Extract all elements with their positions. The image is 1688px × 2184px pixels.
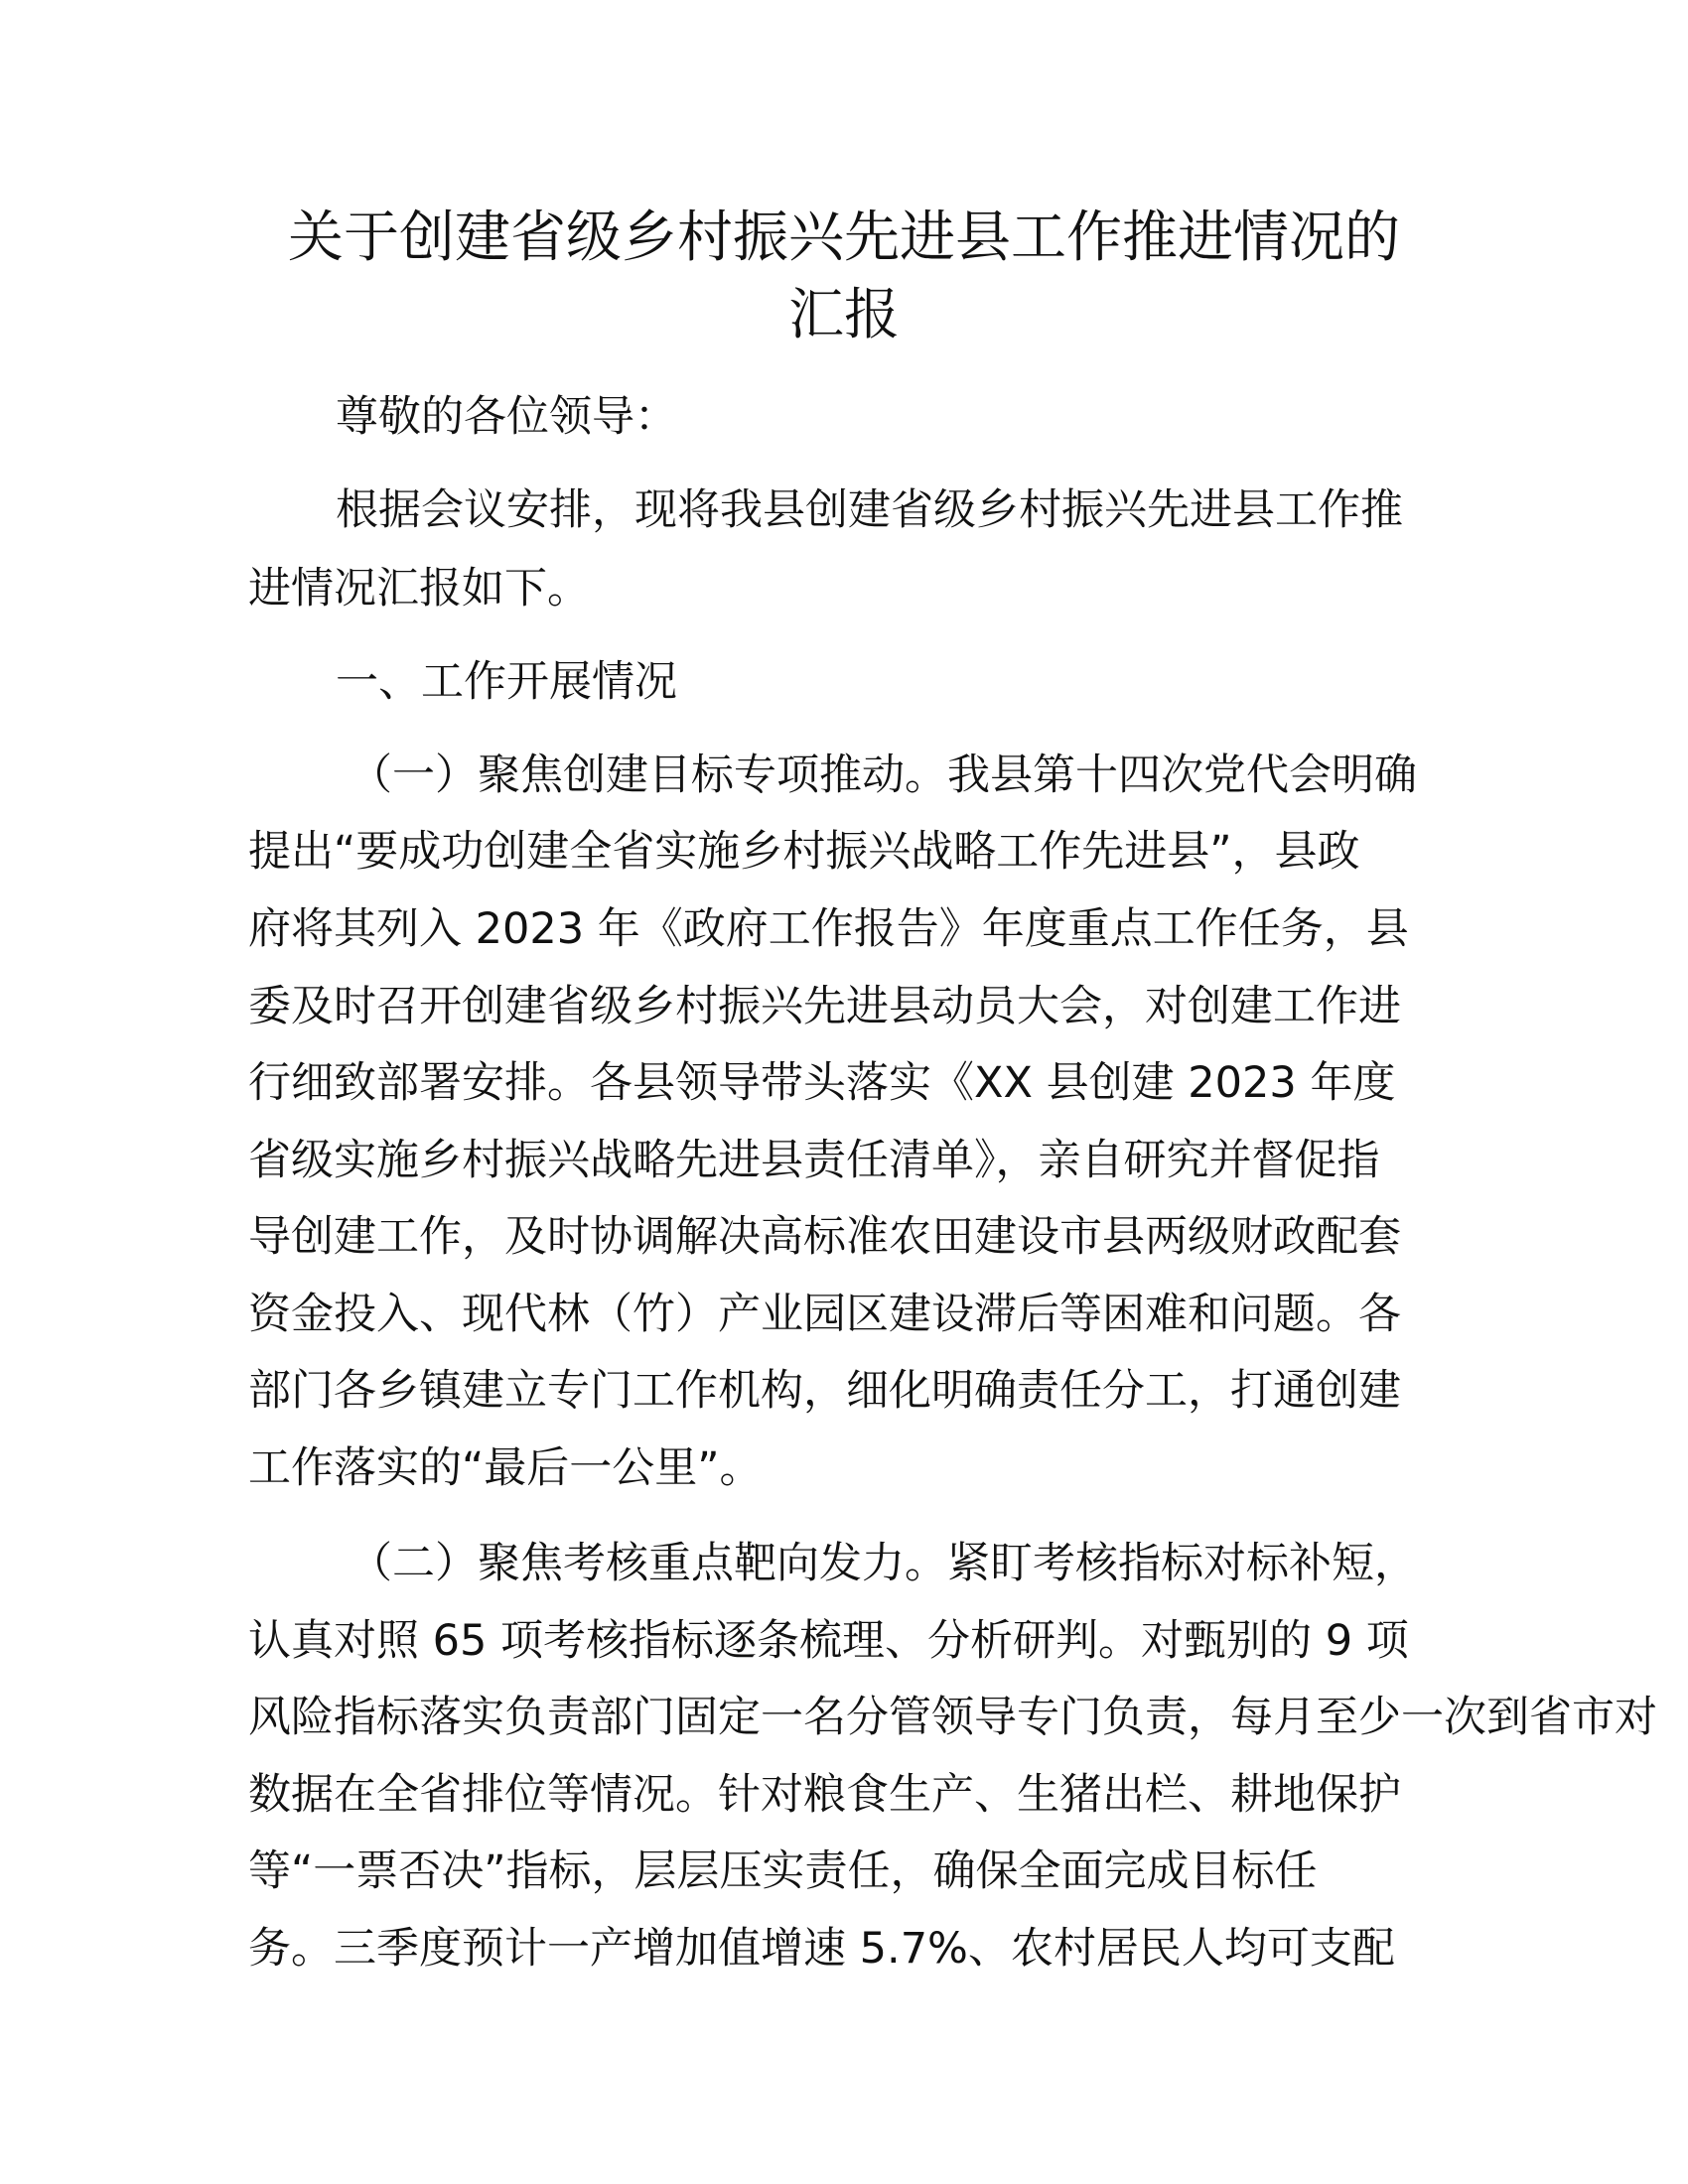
para1-line-7: 导创建工作，及时协调解决高标准农田建设市县两级财政配套	[248, 1212, 1401, 1262]
para2-line-3: 风险指标落实负责部门固定一名分管领导专门负责，每月至少一次到省市对	[248, 1693, 1657, 1742]
para1-line-2: 提出“要成功创建全省实施乡村振兴战略工作先进县”，县政	[248, 827, 1360, 877]
para1-line-4: 委及时召开创建省级乡村振兴先进县动员大会，对创建工作进	[248, 982, 1401, 1031]
document-title-line-2: 汇报	[788, 283, 900, 347]
para2-line-6: 务。三季度预计一产增加值增速 5.7%、农村居民人均可支配	[248, 1924, 1395, 1974]
section-heading: 一、工作开展情况	[336, 657, 677, 707]
para1-line-9: 部门各乡镇建立专门工作机构，细化明确责任分工，打通创建	[248, 1366, 1401, 1416]
salutation: 尊敬的各位领导：	[336, 392, 677, 442]
para1-line-8: 资金投入、现代林（竹）产业园区建设滞后等困难和问题。各	[248, 1290, 1401, 1339]
para1-line-3: 府将其列入 2023 年《政府工作报告》年度重点工作任务，县	[248, 904, 1409, 954]
para2-line-4: 数据在全省排位等情况。针对粮食生产、生猪出栏、耕地保护	[248, 1770, 1401, 1820]
para2-line-2: 认真对照 65 项考核指标逐条梳理、分析研判。对甄别的 9 项	[248, 1616, 1409, 1666]
document-title-line-1: 关于创建省级乡村振兴先进县工作推进情况的	[288, 205, 1400, 270]
intro-line-1: 根据会议安排，现将我县创建省级乡村振兴先进县工作推	[336, 485, 1403, 535]
intro-line-2: 进情况汇报如下。	[248, 564, 590, 614]
para2-line-1: （二）聚焦考核重点靶向发力。紧盯考核指标对标补短，	[350, 1539, 1417, 1588]
para1-line-6: 省级实施乡村振兴战略先进县责任清单》，亲自研究并督促指	[248, 1136, 1380, 1185]
para1-line-5: 行细致部署安排。各县领导带头落实《XX 县创建 2023 年度	[248, 1058, 1396, 1108]
para1-line-1: （一）聚焦创建目标专项推动。我县第十四次党代会明确	[350, 751, 1417, 800]
para1-line-10: 工作落实的“最后一公里”。	[248, 1443, 763, 1493]
para2-line-5: 等“一票否决”指标，层层压实责任，确保全面完成目标任	[248, 1846, 1318, 1896]
